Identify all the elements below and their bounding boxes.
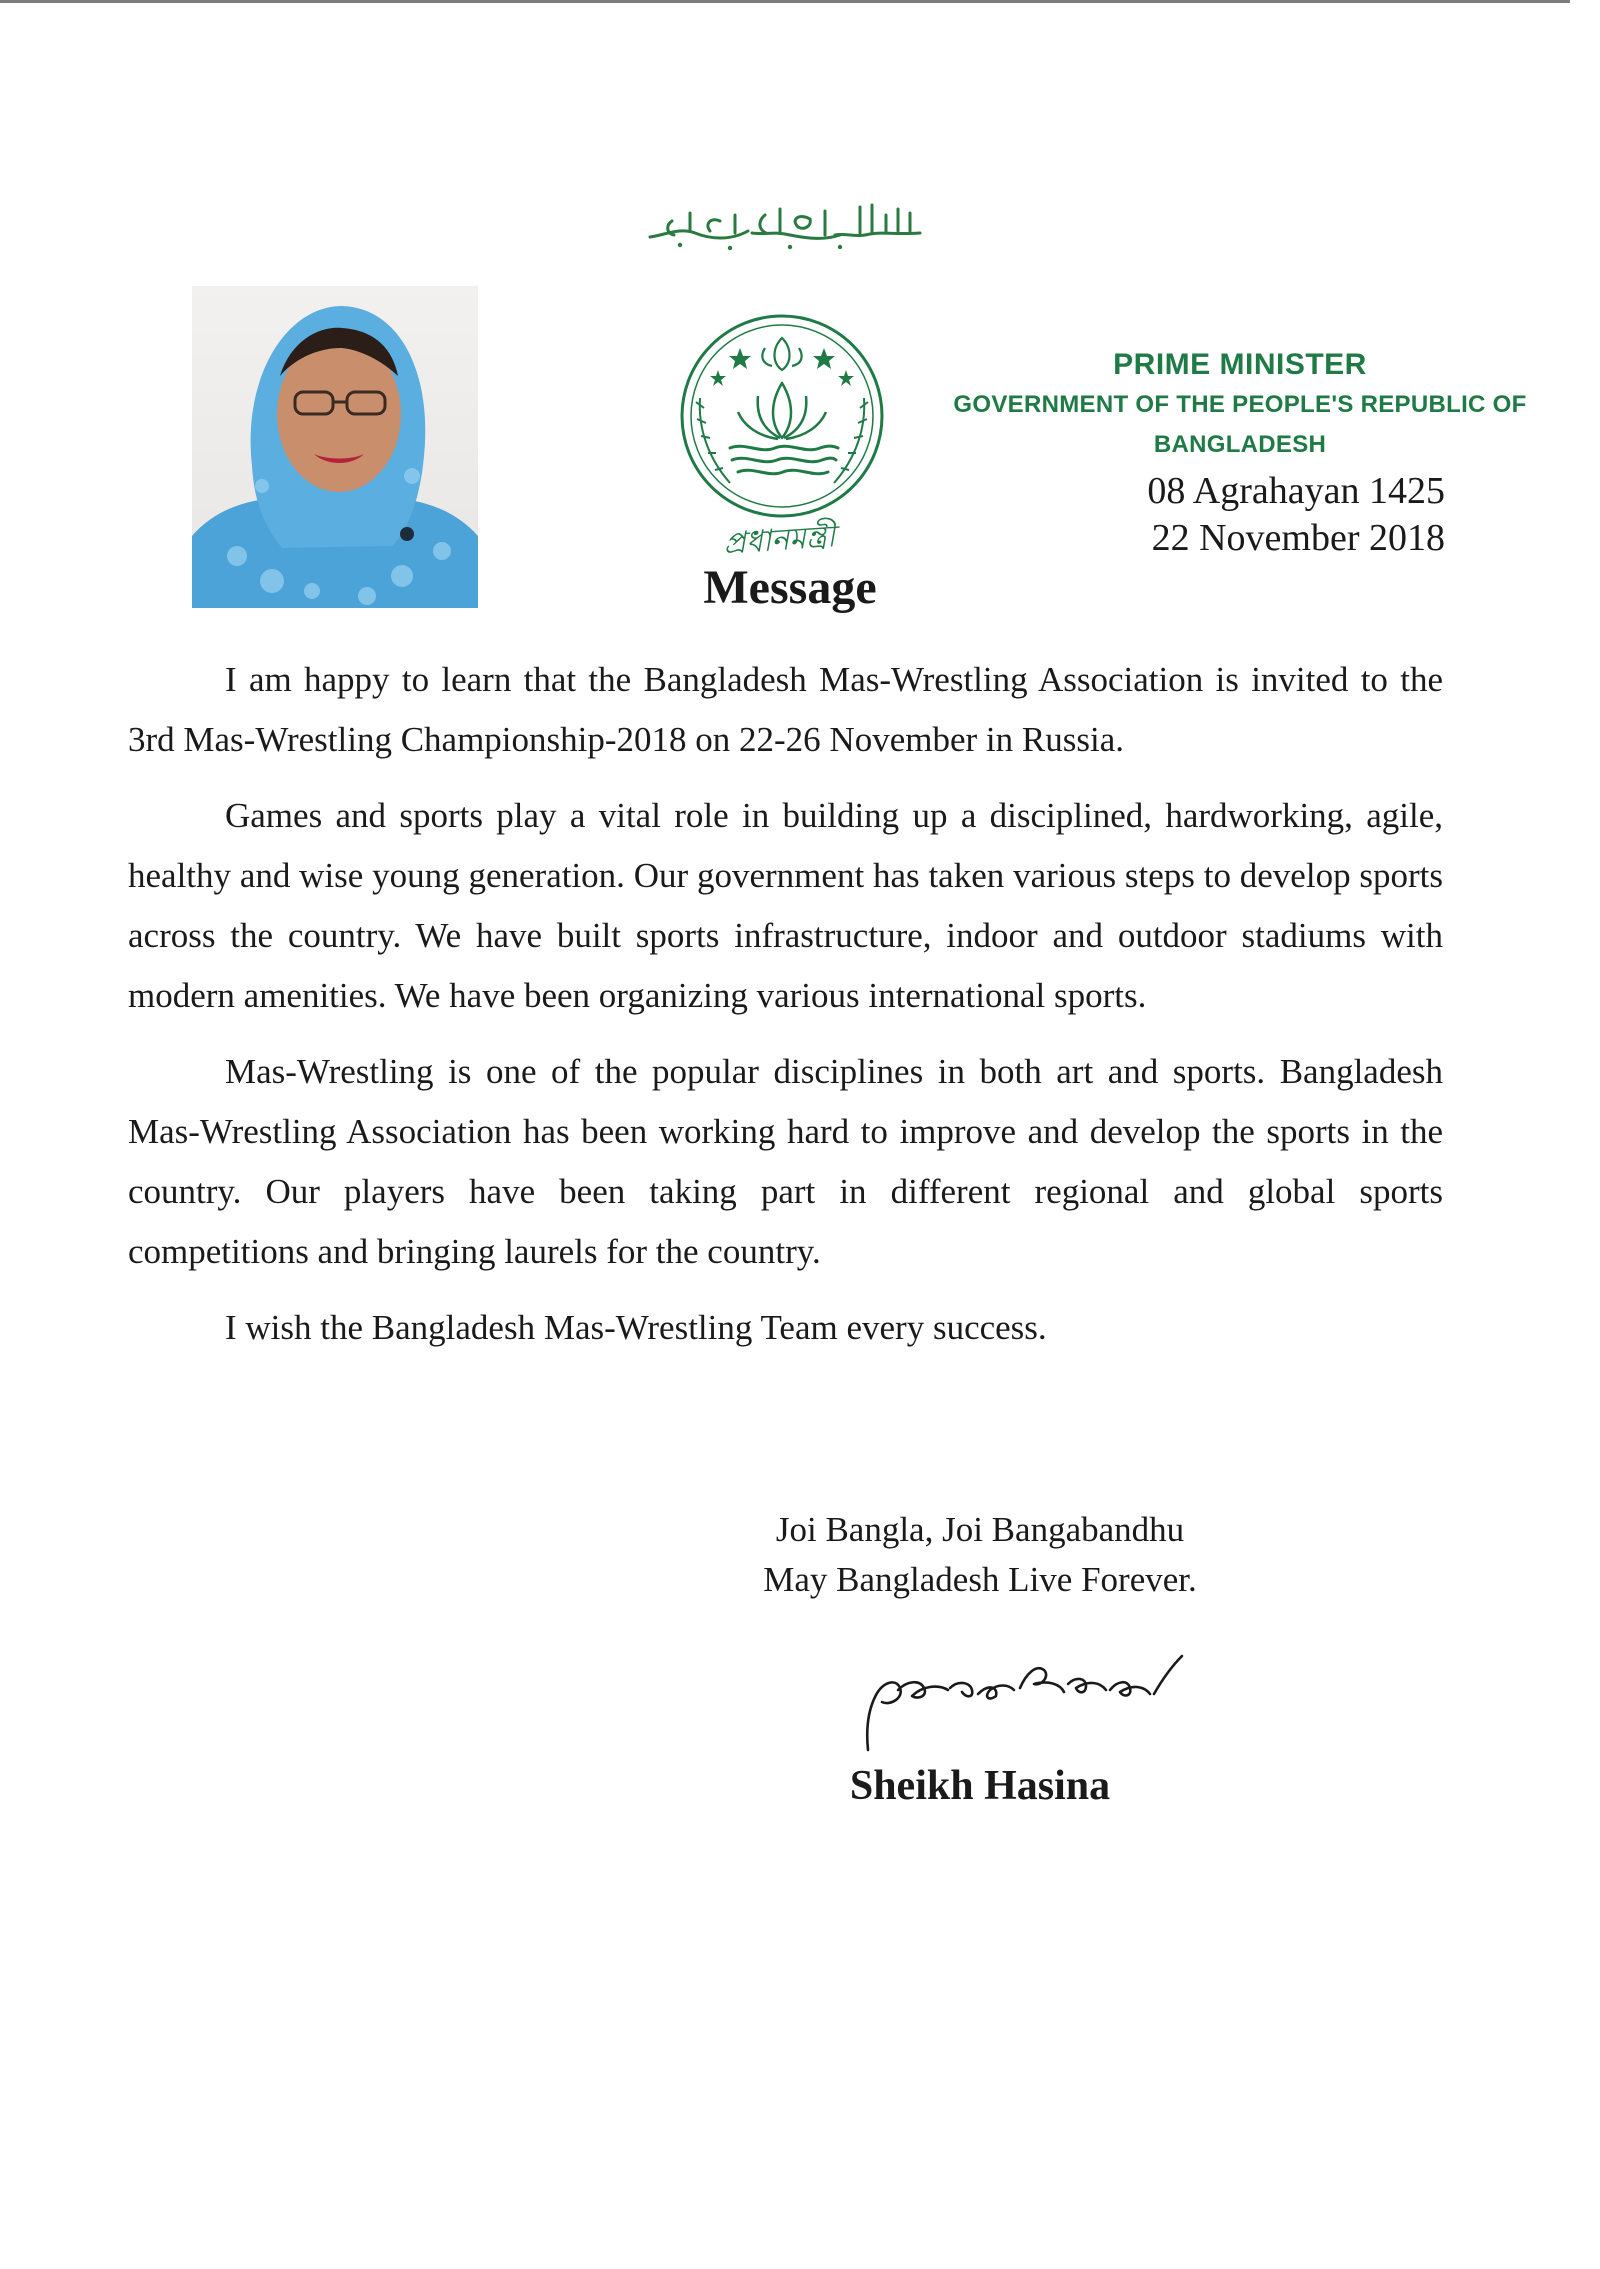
government-line-1: GOVERNMENT OF THE PEOPLE'S REPUBLIC OF [953, 391, 1527, 418]
prime-minister-portrait [192, 286, 478, 608]
svg-text:প্রধানমন্ত্রী: প্রধানমন্ত্রী [722, 519, 837, 562]
closing-line-2: May Bangladesh Live Forever. [763, 1560, 1197, 1599]
signer-name: Sheikh Hasina [849, 1763, 1111, 1809]
closing-block [680, 1505, 1280, 1605]
paragraph-2: Games and sports play a vital role in building up a disciplined, hardworking, agile, healthy and wise young generation. Our government has taken various steps to develop sports across the country. We have built sports infrastructure, indoor and outdoor stadiums with modern amenities. We have been organizing various international sports. [128, 796, 1443, 1015]
english-date: 22 November 2018 [1151, 517, 1445, 559]
date-block [1147, 468, 1445, 562]
office-title: PRIME MINISTER [1113, 348, 1367, 381]
handwritten-signature [838, 1640, 1208, 1770]
message-heading: Message [703, 561, 877, 614]
government-line-2: BANGLADESH [1153, 431, 1327, 458]
office-title-block [900, 345, 1580, 465]
prime-minister-seal [660, 308, 905, 570]
closing-line-1: Joi Bangla, Joi Bangabandhu [775, 1510, 1185, 1549]
paragraph-4: I wish the Bangladesh Mas-Wrestling Team every success. [225, 1308, 1047, 1347]
top-rule [0, 0, 1570, 3]
bengali-date: 08 Agrahayan 1425 [1147, 470, 1445, 512]
message-body [128, 650, 1443, 1374]
paragraph-3: Mas-Wrestling is one of the popular disciplines in both art and sports. Bangladesh Mas-Wrestling Association has been working hard to improve and develop the sports in the country. Our players have been taking part in different regional and global sports competitions and bringing laurels for the country. [128, 1052, 1443, 1271]
bismillah-calligraphy [640, 195, 925, 255]
paragraph-1: I am happy to learn that the Bangladesh Mas-Wrestling Association is invited to the 3rd Mas-Wrestling Championship-2018 on 22-26 November in Russia. [128, 660, 1443, 759]
